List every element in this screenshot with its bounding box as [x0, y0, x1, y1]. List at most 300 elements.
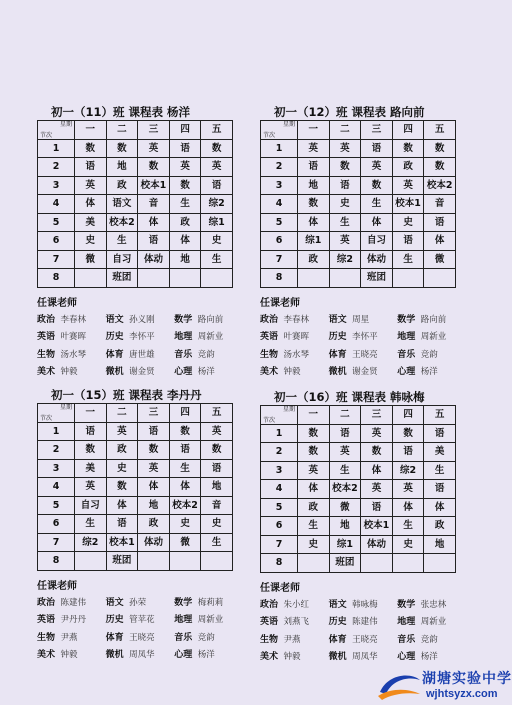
- subject-cell: [75, 552, 107, 571]
- corner-cell: [261, 121, 298, 140]
- teacher-name: 周新业: [197, 615, 224, 625]
- day-header: 五: [424, 121, 456, 140]
- period-number: 8: [38, 552, 75, 571]
- subject-label: 微机: [105, 650, 124, 660]
- title-teacher: 韩咏梅: [390, 390, 425, 404]
- subject-label: 数学: [174, 314, 193, 325]
- period-number: 6: [38, 515, 75, 534]
- subject-cell: [75, 269, 107, 288]
- subject-cell: 生: [169, 459, 201, 478]
- subject-cell: 体: [361, 461, 393, 480]
- teacher-row: [37, 612, 237, 630]
- subject-cell: 英: [169, 158, 201, 177]
- subject-cell: 校本2: [424, 176, 456, 195]
- subject-cell: 综2: [75, 533, 107, 552]
- title-class: 初一（16）班: [274, 390, 348, 404]
- teacher-name: 杨洋: [420, 367, 438, 377]
- day-header: 四: [169, 121, 201, 140]
- table-row: [261, 443, 456, 462]
- subject-label: 政治: [260, 314, 279, 325]
- subject-cell: 微: [169, 533, 201, 552]
- subject-label: 体育: [328, 634, 347, 645]
- teacher-name: 钟毅: [283, 652, 301, 662]
- period-number: 8: [261, 554, 298, 573]
- period-number: 2: [261, 158, 298, 177]
- teacher-name: 竞韵: [420, 634, 438, 645]
- subject-cell: 英: [106, 422, 138, 441]
- header-row: [38, 404, 233, 423]
- subject-cell: 英: [329, 232, 361, 251]
- period-number: 5: [261, 498, 298, 517]
- subject-label: 数学: [174, 597, 193, 608]
- subject-cell: 语: [106, 515, 138, 534]
- subject-label: 生物: [37, 349, 56, 360]
- subject-cell: 自习: [75, 496, 107, 515]
- subject-label: 英语: [260, 332, 279, 342]
- period-number: 5: [261, 213, 298, 232]
- teacher-name: 刘燕飞: [283, 617, 310, 627]
- teacher-row: [260, 312, 460, 330]
- subject-cell: 史: [298, 535, 330, 554]
- header-row: [261, 406, 456, 425]
- subject-cell: 体: [361, 213, 393, 232]
- table-row: [261, 517, 456, 536]
- table-row: [38, 459, 233, 478]
- subject-cell: [138, 552, 170, 571]
- subject-cell: 数: [424, 139, 456, 158]
- subject-cell: 体: [392, 498, 424, 517]
- table-row: [261, 195, 456, 214]
- teacher-row: [260, 364, 460, 382]
- subject-label: 音乐: [397, 349, 416, 360]
- teacher-row: [260, 649, 460, 667]
- teacher-row: [260, 597, 460, 615]
- schedule-table: [260, 120, 456, 288]
- period-number: 6: [261, 232, 298, 251]
- schedule-table: [37, 120, 233, 288]
- subject-cell: 地: [329, 517, 361, 536]
- subject-label: 体育: [105, 349, 124, 360]
- corner-weekday-label: 星期: [59, 121, 72, 128]
- corner-period-label: 节次: [40, 414, 53, 422]
- subject-cell: 地: [201, 478, 233, 497]
- title-teacher: 杨洋: [167, 105, 191, 119]
- subject-cell: 政: [138, 515, 170, 534]
- teacher-row: [37, 347, 237, 365]
- subject-cell: 自习: [106, 250, 138, 269]
- logo-chinese-text: 湖塘实验中学: [422, 671, 512, 687]
- subject-cell: 体动: [361, 535, 393, 554]
- subject-cell: 体: [75, 195, 107, 214]
- subject-cell: 生: [392, 250, 424, 269]
- subject-cell: 英: [75, 478, 107, 497]
- subject-cell: 英: [361, 158, 393, 177]
- teacher-row: [260, 329, 460, 347]
- period-number: 3: [38, 176, 75, 195]
- schedule-table: [260, 405, 456, 573]
- subject-cell: 班团: [329, 554, 361, 573]
- subject-cell: 地: [169, 250, 201, 269]
- subject-label: 美术: [37, 650, 56, 660]
- teacher-name: 李春林: [283, 314, 310, 325]
- table-row: [261, 554, 456, 573]
- table-row: [261, 269, 456, 288]
- title-label: 课程表: [128, 388, 164, 402]
- day-header: 一: [75, 404, 107, 423]
- subject-cell: 史: [106, 459, 138, 478]
- title-teacher: 李丹丹: [167, 388, 202, 402]
- teacher-row: [37, 364, 237, 382]
- day-header: 三: [361, 406, 393, 425]
- subject-cell: 语: [392, 232, 424, 251]
- teacher-name: 王晓亮: [129, 632, 155, 643]
- subject-cell: 生: [329, 213, 361, 232]
- subject-label: 政治: [260, 599, 279, 610]
- table-row: [38, 213, 233, 232]
- subject-cell: [201, 552, 233, 571]
- subject-label: 心理: [174, 367, 193, 377]
- day-header: 二: [329, 406, 361, 425]
- subject-cell: 数: [298, 195, 330, 214]
- subject-label: 地理: [174, 615, 193, 625]
- teacher-name: 周凤华: [352, 652, 378, 662]
- subject-cell: 数: [169, 422, 201, 441]
- corner-period-label: 节次: [263, 416, 276, 424]
- subject-cell: 语: [424, 213, 456, 232]
- teacher-name: 孙荣: [129, 597, 147, 608]
- subject-cell: 微: [329, 498, 361, 517]
- teacher-name: 竞韵: [197, 632, 215, 643]
- day-header: 四: [392, 406, 424, 425]
- subject-label: 生物: [37, 632, 56, 643]
- teacher-name: 李怀平: [129, 332, 155, 342]
- teacher-name: 李怀平: [352, 332, 378, 342]
- subject-cell: 史: [169, 515, 201, 534]
- table-row: [38, 422, 233, 441]
- subject-label: 数学: [397, 599, 416, 610]
- period-number: 7: [261, 250, 298, 269]
- teacher-name: 谢金贤: [129, 367, 155, 377]
- subject-label: 地理: [397, 332, 416, 342]
- teacher-name: 张忠林: [420, 599, 447, 610]
- subject-cell: 生: [361, 195, 393, 214]
- teacher-name: 陈建伟: [352, 617, 378, 627]
- subject-cell: 体: [298, 213, 330, 232]
- table-row: [38, 139, 233, 158]
- subject-cell: 英: [329, 139, 361, 158]
- day-header: 四: [169, 404, 201, 423]
- subject-cell: 语: [75, 422, 107, 441]
- day-header: 一: [75, 121, 107, 140]
- subject-cell: 音: [138, 195, 170, 214]
- subject-cell: 体动: [138, 533, 170, 552]
- subject-cell: 语: [361, 139, 393, 158]
- period-number: 7: [38, 533, 75, 552]
- teacher-name: 尹燕: [283, 634, 301, 645]
- subject-cell: 语: [169, 441, 201, 460]
- subject-cell: [201, 269, 233, 288]
- teacher-name: 汤水琴: [60, 349, 87, 360]
- subject-label: 语文: [328, 314, 347, 325]
- period-number: 4: [261, 480, 298, 499]
- subject-cell: 语: [329, 176, 361, 195]
- header-row: [261, 121, 456, 140]
- subject-cell: 语: [392, 443, 424, 462]
- teacher-name: 路向前: [197, 314, 224, 325]
- teacher-name: 韩咏梅: [352, 599, 378, 610]
- subject-cell: 英: [75, 176, 107, 195]
- subject-cell: 政: [392, 158, 424, 177]
- teacher-name: 李春林: [60, 314, 87, 325]
- subject-cell: 数: [169, 176, 201, 195]
- period-number: 4: [38, 478, 75, 497]
- period-number: 3: [261, 461, 298, 480]
- logo-swoosh-icon: [374, 666, 424, 705]
- subject-cell: 体: [169, 232, 201, 251]
- subject-cell: 校本1: [106, 533, 138, 552]
- subject-cell: 英: [138, 139, 170, 158]
- subject-cell: 英: [298, 139, 330, 158]
- schedule-block: [37, 387, 237, 665]
- subject-cell: 生: [424, 461, 456, 480]
- subject-cell: 生: [392, 517, 424, 536]
- subject-cell: 综1: [329, 535, 361, 554]
- subject-label: 英语: [37, 332, 56, 342]
- subject-label: 历史: [328, 617, 347, 627]
- subject-cell: 数: [106, 139, 138, 158]
- corner-period-label: 节次: [263, 131, 276, 139]
- period-number: 1: [38, 422, 75, 441]
- title-class: 初一（15）班: [51, 388, 125, 402]
- teacher-row: [260, 347, 460, 365]
- subject-label: 心理: [397, 367, 416, 377]
- period-number: 2: [38, 158, 75, 177]
- subject-cell: 综1: [298, 232, 330, 251]
- table-row: [261, 250, 456, 269]
- subject-cell: 英: [298, 461, 330, 480]
- subject-cell: 数: [106, 478, 138, 497]
- subject-cell: [298, 554, 330, 573]
- teacher-name: 周新业: [197, 332, 224, 342]
- table-row: [261, 461, 456, 480]
- table-row: [261, 176, 456, 195]
- day-header: 三: [361, 121, 393, 140]
- subject-cell: 校本1: [361, 517, 393, 536]
- subject-cell: [329, 269, 361, 288]
- corner-cell: [261, 406, 298, 425]
- subject-label: 体育: [328, 349, 347, 360]
- table-row: [38, 496, 233, 515]
- subject-cell: 生: [106, 232, 138, 251]
- subject-cell: 数: [329, 158, 361, 177]
- subject-cell: 综2: [329, 250, 361, 269]
- subject-cell: [169, 269, 201, 288]
- teacher-name: 孙义刚: [129, 314, 155, 325]
- subject-cell: 生: [201, 250, 233, 269]
- subject-label: 语文: [105, 314, 124, 325]
- subject-label: 语文: [105, 597, 124, 608]
- subject-cell: 体: [298, 480, 330, 499]
- subject-cell: 生: [169, 195, 201, 214]
- day-header: 三: [138, 404, 170, 423]
- subject-label: 生物: [260, 634, 279, 645]
- teacher-name: 周新业: [420, 617, 447, 627]
- subject-cell: 数: [424, 158, 456, 177]
- table-row: [261, 535, 456, 554]
- title-class: 初一（11）班: [51, 105, 125, 119]
- period-number: 8: [38, 269, 75, 288]
- subject-cell: 校本2: [169, 496, 201, 515]
- teacher-name: 路向前: [420, 314, 447, 325]
- table-row: [38, 250, 233, 269]
- subject-cell: 英: [201, 422, 233, 441]
- period-number: 1: [261, 139, 298, 158]
- subject-cell: 英: [392, 480, 424, 499]
- day-header: 一: [298, 406, 330, 425]
- title-label: 课程表: [351, 390, 387, 404]
- subject-cell: 校本1: [392, 195, 424, 214]
- subject-cell: 数: [75, 441, 107, 460]
- table-row: [261, 480, 456, 499]
- subject-cell: 英: [329, 443, 361, 462]
- subject-cell: [169, 552, 201, 571]
- table-row: [38, 195, 233, 214]
- period-number: 6: [38, 232, 75, 251]
- table-row: [38, 552, 233, 571]
- teacher-row: [37, 647, 237, 665]
- subject-label: 政治: [37, 314, 56, 325]
- period-number: 2: [38, 441, 75, 460]
- subject-cell: 数: [361, 443, 393, 462]
- period-number: 7: [261, 535, 298, 554]
- teacher-row: [37, 312, 237, 330]
- subject-label: 语文: [328, 599, 347, 610]
- subject-cell: 数: [138, 158, 170, 177]
- schedule-title: [51, 387, 237, 403]
- subject-label: 美术: [260, 367, 279, 377]
- day-header: 二: [106, 121, 138, 140]
- subject-cell: 地: [106, 158, 138, 177]
- subject-cell: 体: [424, 232, 456, 251]
- table-row: [261, 213, 456, 232]
- subject-cell: [392, 554, 424, 573]
- subject-cell: 生: [298, 517, 330, 536]
- subject-cell: 语: [424, 424, 456, 443]
- subject-cell: 生: [329, 461, 361, 480]
- subject-cell: 英: [361, 480, 393, 499]
- subject-cell: 数: [298, 424, 330, 443]
- teacher-name: 尹燕: [60, 632, 78, 643]
- header-row: [38, 121, 233, 140]
- subject-cell: [361, 554, 393, 573]
- teacher-row: [37, 329, 237, 347]
- subject-label: 地理: [397, 617, 416, 627]
- teacher-name: 周星: [352, 314, 370, 325]
- period-number: 3: [261, 176, 298, 195]
- day-header: 三: [138, 121, 170, 140]
- teacher-row: [37, 595, 237, 613]
- table-row: [38, 533, 233, 552]
- subject-cell: 英: [361, 424, 393, 443]
- schedule-title: [274, 104, 460, 120]
- subject-cell: 语: [169, 139, 201, 158]
- subject-cell: 体: [106, 496, 138, 515]
- subject-cell: 班团: [106, 269, 138, 288]
- day-header: 五: [201, 121, 233, 140]
- period-number: 5: [38, 496, 75, 515]
- subject-cell: [424, 269, 456, 288]
- teacher-name: 谢金贤: [352, 367, 378, 377]
- teacher-name: 尹丹丹: [60, 615, 87, 625]
- table-row: [38, 441, 233, 460]
- table-row: [261, 158, 456, 177]
- subject-cell: 美: [424, 443, 456, 462]
- teacher-heading: 任课老师: [260, 297, 300, 309]
- table-row: [38, 232, 233, 251]
- title-class: 初一（12）班: [274, 105, 348, 119]
- subject-cell: 英: [201, 158, 233, 177]
- teacher-heading: 任课老师: [37, 297, 77, 309]
- subject-cell: 英: [392, 176, 424, 195]
- site-logo: [374, 666, 512, 705]
- subject-cell: 史: [201, 232, 233, 251]
- teacher-name: 杨洋: [197, 367, 215, 377]
- teacher-name: 周新业: [420, 332, 447, 342]
- table-row: [261, 232, 456, 251]
- period-number: 7: [38, 250, 75, 269]
- subject-cell: 英: [138, 459, 170, 478]
- subject-cell: 音: [424, 195, 456, 214]
- subject-cell: 校本2: [106, 213, 138, 232]
- teacher-name: 朱小红: [283, 599, 310, 610]
- logo-url-text: wjhtsyzx.com: [426, 688, 498, 700]
- subject-cell: 自习: [361, 232, 393, 251]
- subject-cell: 体: [169, 478, 201, 497]
- table-row: [261, 498, 456, 517]
- subject-cell: 数: [75, 139, 107, 158]
- teacher-name: 王晓亮: [352, 349, 378, 360]
- teacher-name: 王晓亮: [352, 634, 378, 645]
- subject-cell: 数: [392, 139, 424, 158]
- schedule-title: [51, 104, 237, 120]
- table-row: [38, 478, 233, 497]
- subject-cell: 数: [298, 443, 330, 462]
- period-number: 2: [261, 443, 298, 462]
- subject-label: 数学: [397, 314, 416, 325]
- subject-cell: 语: [361, 498, 393, 517]
- subject-cell: 地: [424, 535, 456, 554]
- subject-label: 历史: [328, 332, 347, 342]
- title-label: 课程表: [128, 105, 164, 119]
- subject-cell: [298, 269, 330, 288]
- period-number: 3: [38, 459, 75, 478]
- subject-label: 英语: [37, 615, 56, 625]
- subject-cell: 政: [424, 517, 456, 536]
- subject-label: 历史: [105, 615, 124, 625]
- teacher-name: 竞韵: [420, 349, 438, 360]
- title-label: 课程表: [351, 105, 387, 119]
- subject-cell: 体动: [138, 250, 170, 269]
- subject-label: 历史: [105, 332, 124, 342]
- day-header: 二: [329, 121, 361, 140]
- teacher-row: [37, 630, 237, 648]
- subject-cell: 校本1: [138, 176, 170, 195]
- schedule-title: [274, 389, 460, 405]
- period-number: 6: [261, 517, 298, 536]
- subject-cell: 体: [424, 498, 456, 517]
- teacher-heading: 任课老师: [37, 580, 77, 592]
- subject-cell: 语: [201, 176, 233, 195]
